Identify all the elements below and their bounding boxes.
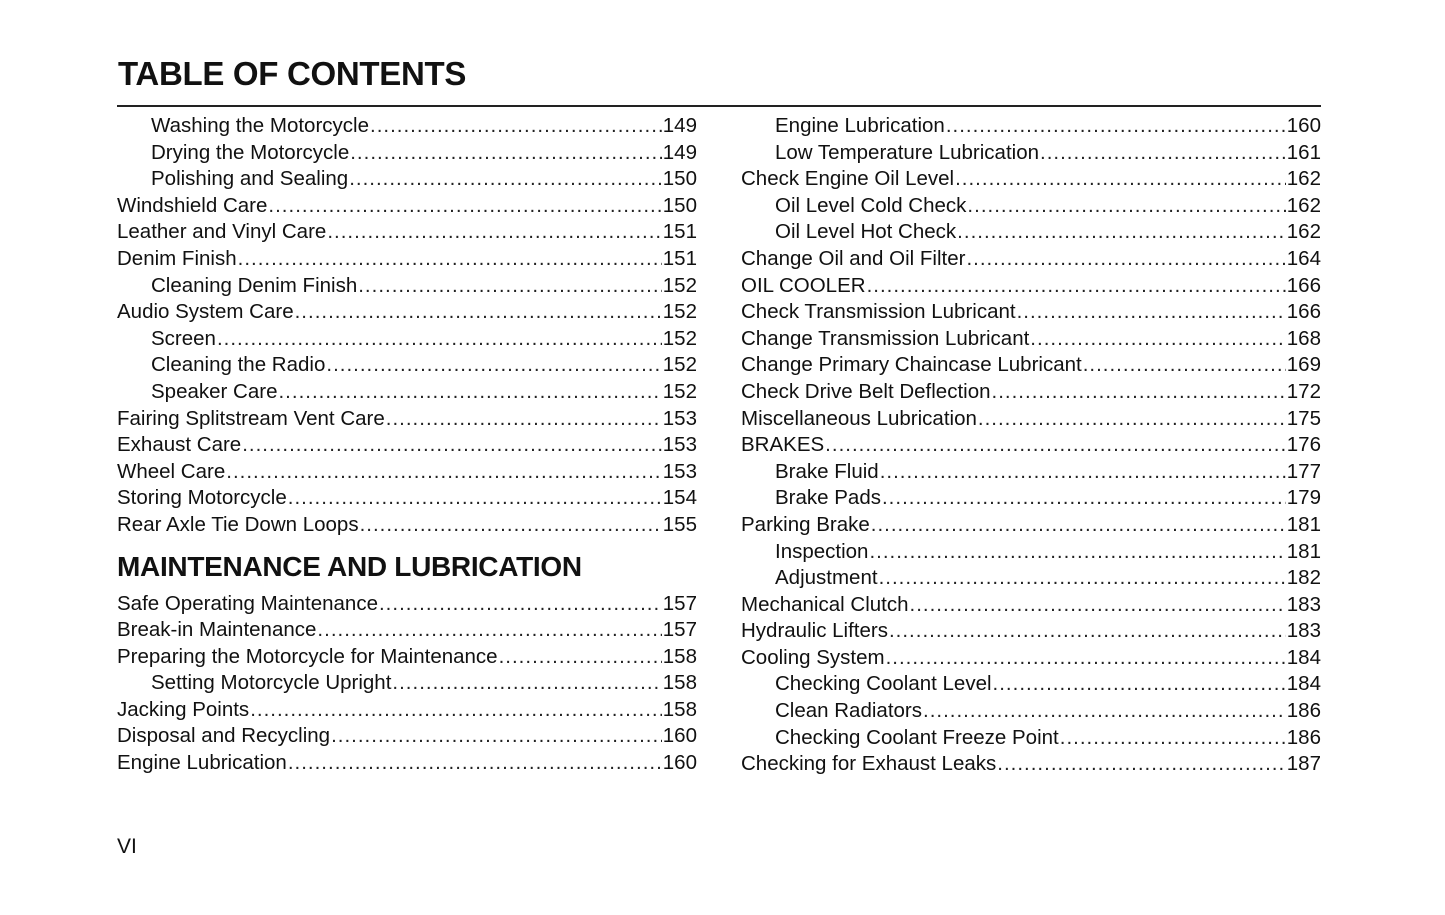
toc-list-right: [741, 113, 1321, 778]
toc-entry-page: 152: [662, 273, 697, 297]
toc-entry-page: 184: [1286, 672, 1321, 696]
dot-leader: [882, 485, 1286, 512]
toc-entry-page: 151: [662, 220, 697, 244]
toc-entry: [117, 379, 697, 406]
section-heading: MAINTENANCE AND LUBRICATION: [117, 550, 582, 582]
toc-entry-page: 152: [662, 326, 697, 350]
toc-entry: [117, 299, 697, 326]
dot-leader: [226, 459, 662, 486]
toc-entry-label: Oil Level Hot Check: [775, 220, 957, 244]
toc-entry-page: 160: [662, 751, 697, 775]
toc-entry: [741, 113, 1321, 140]
toc-entry-label: Rear Axle Tie Down Loops: [117, 512, 359, 536]
dot-leader: [867, 273, 1286, 300]
dot-leader: [1060, 725, 1286, 752]
toc-entry: [117, 617, 697, 644]
toc-entry: [741, 512, 1321, 539]
toc-entry-label: Check Drive Belt Deflection: [741, 379, 991, 403]
toc-entry-page: 186: [1286, 725, 1321, 749]
toc-entry-page: 162: [1286, 220, 1321, 244]
toc-entry-page: 154: [662, 486, 697, 510]
toc-entry-label: Engine Lubrication: [775, 114, 945, 137]
dot-leader: [317, 617, 661, 644]
dot-leader: [1083, 352, 1286, 379]
toc-entry-label: Audio System Care: [117, 300, 294, 324]
dot-leader: [392, 670, 661, 697]
dot-leader: [886, 645, 1286, 672]
toc-entry-label: Screen: [151, 326, 216, 350]
toc-list-left-bottom: [117, 591, 697, 777]
toc-entry-page: 169: [1286, 353, 1321, 377]
dot-leader: [871, 512, 1286, 539]
toc-entry-label: Check Transmission Lubricant: [741, 300, 1016, 324]
toc-entry: [117, 697, 697, 724]
dot-leader: [869, 539, 1285, 566]
toc-right-column: [741, 113, 1321, 778]
toc-entry: [741, 273, 1321, 300]
toc-entry: [117, 326, 697, 353]
toc-entry-label: Miscellaneous Lubrication: [741, 406, 977, 430]
dot-leader: [1017, 299, 1286, 326]
toc-entry: [741, 485, 1321, 512]
toc-entry: [741, 219, 1321, 246]
toc-entry-page: 161: [1286, 140, 1321, 164]
dot-leader: [238, 246, 662, 273]
toc-entry-label: Denim Finish: [117, 246, 237, 270]
toc-left-column: [117, 113, 697, 777]
toc-entry-label: Cleaning the Radio: [151, 353, 326, 377]
toc-entry-page: 184: [1286, 645, 1321, 669]
toc-entry-page: 187: [1286, 752, 1321, 776]
toc-entry: [117, 591, 697, 618]
dot-leader: [242, 432, 662, 459]
toc-entry: [741, 459, 1321, 486]
toc-entry: [741, 751, 1321, 778]
toc-entry: [741, 698, 1321, 725]
toc-entry-label: Cleaning Denim Finish: [151, 273, 358, 297]
toc-entry-label: Speaker Care: [151, 379, 278, 403]
toc-entry-label: Drying the Motorcycle: [151, 140, 350, 164]
toc-entry-label: Hydraulic Lifters: [741, 619, 888, 643]
dot-leader: [1040, 140, 1286, 167]
toc-entry-page: 149: [662, 114, 697, 137]
dot-leader: [326, 352, 661, 379]
toc-entry-label: Check Engine Oil Level: [741, 167, 955, 191]
toc-entry-label: Oil Level Cold Check: [775, 193, 967, 217]
toc-entry-label: Mechanical Clutch: [741, 592, 909, 616]
dot-leader: [331, 723, 662, 750]
toc-entry: [741, 725, 1321, 752]
dot-leader: [499, 644, 662, 671]
toc-entry: [117, 644, 697, 671]
toc-entry: [741, 645, 1321, 672]
toc-entry-page: 158: [662, 697, 697, 721]
toc-entry-page: 168: [1286, 326, 1321, 350]
toc-entry-page: 164: [1286, 246, 1321, 270]
footer-page-number: VI: [117, 835, 137, 858]
toc-entry-page: 181: [1286, 539, 1321, 563]
toc-entry-page: 160: [1286, 114, 1321, 137]
page-title: TABLE OF CONTENTS: [118, 55, 467, 92]
toc-entry-label: Fairing Splitstream Vent Care: [117, 406, 385, 430]
toc-entry-page: 155: [662, 512, 697, 536]
toc-entry-label: Brake Fluid: [775, 459, 879, 483]
toc-entry-label: Exhaust Care: [117, 433, 242, 457]
dot-leader: [350, 140, 662, 167]
toc-entry-page: 152: [662, 379, 697, 403]
toc-entry: [117, 219, 697, 246]
toc-entry-page: 162: [1286, 193, 1321, 217]
dot-leader: [825, 432, 1286, 459]
toc-entry-label: Safe Operating Maintenance: [117, 591, 378, 615]
dot-leader: [278, 379, 661, 406]
toc-entry-page: 158: [662, 671, 697, 695]
toc-entry-label: Change Oil and Oil Filter: [741, 246, 966, 270]
toc-entry: [741, 326, 1321, 353]
dot-leader: [386, 406, 662, 433]
dot-leader: [268, 193, 661, 220]
toc-entry-label: Disposal and Recycling: [117, 724, 331, 748]
toc-entry: [741, 406, 1321, 433]
toc-entry-label: Checking Coolant Freeze Point: [775, 725, 1059, 749]
title-divider: [117, 105, 1321, 107]
toc-entry: [117, 113, 697, 140]
toc-list-left-top: [117, 113, 697, 539]
toc-entry-label: Parking Brake: [741, 512, 870, 536]
toc-entry: [741, 352, 1321, 379]
toc-entry-page: 183: [1286, 619, 1321, 643]
dot-leader: [379, 591, 662, 618]
toc-entry: [117, 723, 697, 750]
dot-leader: [966, 246, 1285, 273]
dot-leader: [880, 459, 1286, 486]
toc-entry-label: Change Transmission Lubricant: [741, 326, 1030, 350]
toc-entry-label: Checking Coolant Level: [775, 672, 992, 696]
toc-entry-page: 181: [1286, 512, 1321, 536]
dot-leader: [217, 326, 662, 353]
toc-entry-page: 166: [1286, 300, 1321, 324]
toc-entry: [741, 140, 1321, 167]
toc-entry: [741, 671, 1321, 698]
toc-entry-label: Adjustment: [775, 566, 878, 590]
toc-entry: [741, 539, 1321, 566]
dot-leader: [288, 485, 662, 512]
toc-entry-page: 153: [662, 433, 697, 457]
toc-entry-page: 179: [1286, 486, 1321, 510]
dot-leader: [349, 166, 662, 193]
toc-entry-page: 150: [662, 167, 697, 191]
dot-leader: [879, 565, 1286, 592]
toc-entry-label: Brake Pads: [775, 486, 881, 510]
toc-entry-label: Windshield Care: [117, 193, 268, 217]
toc-entry-page: 186: [1286, 699, 1321, 723]
toc-entry-label: Clean Radiators: [775, 699, 922, 723]
dot-leader: [967, 193, 1285, 220]
toc-entry-page: 182: [1286, 566, 1321, 590]
toc-entry: [741, 246, 1321, 273]
toc-entry: [117, 193, 697, 220]
toc-entry-page: 151: [662, 246, 697, 270]
toc-entry-label: Washing the Motorcycle: [151, 114, 369, 137]
toc-entry: [741, 618, 1321, 645]
toc-entry-page: 157: [662, 591, 697, 615]
toc-entry-page: 177: [1286, 459, 1321, 483]
dot-leader: [358, 273, 662, 300]
toc-entry-label: Cooling System: [741, 645, 885, 669]
toc-entry-page: 162: [1286, 167, 1321, 191]
dot-leader: [993, 671, 1286, 698]
toc-entry-label: Setting Motorcycle Upright: [151, 671, 392, 695]
toc-entry: [117, 670, 697, 697]
toc-entry: [741, 379, 1321, 406]
toc-entry: [741, 299, 1321, 326]
toc-entry-label: Preparing the Motorcycle for Maintenance: [117, 644, 498, 668]
dot-leader: [923, 698, 1286, 725]
toc-entry-label: Break-in Maintenance: [117, 618, 317, 642]
toc-entry: [741, 565, 1321, 592]
toc-entry-label: Inspection: [775, 539, 869, 563]
toc-entry-label: Jacking Points: [117, 697, 250, 721]
dot-leader: [327, 219, 661, 246]
dot-leader: [889, 618, 1286, 645]
dot-leader: [250, 697, 662, 724]
toc-entry-label: Polishing and Sealing: [151, 167, 349, 191]
toc-entry: [741, 193, 1321, 220]
toc-entry: [741, 432, 1321, 459]
dot-leader: [992, 379, 1286, 406]
dot-leader: [997, 751, 1286, 778]
toc-entry-label: BRAKES: [741, 433, 825, 457]
toc-entry-label: Wheel Care: [117, 459, 226, 483]
toc-entry-page: 172: [1286, 379, 1321, 403]
toc-entry: [741, 592, 1321, 619]
toc-entry: [117, 246, 697, 273]
dot-leader: [295, 299, 662, 326]
toc-entry-page: 160: [662, 724, 697, 748]
toc-entry-page: 158: [662, 644, 697, 668]
toc-entry-page: 149: [662, 140, 697, 164]
toc-entry: [117, 512, 697, 539]
dot-leader: [360, 512, 662, 539]
dot-leader: [910, 592, 1286, 619]
toc-entry: [117, 750, 697, 777]
toc-entry-label: Storing Motorcycle: [117, 486, 287, 510]
toc-entry: [117, 432, 697, 459]
toc-entry: [741, 166, 1321, 193]
toc-entry-page: 183: [1286, 592, 1321, 616]
toc-entry-label: Low Temperature Lubrication: [775, 140, 1039, 164]
toc-entry: [117, 485, 697, 512]
toc-entry-page: 152: [662, 353, 697, 377]
toc-entry-page: 166: [1286, 273, 1321, 297]
dot-leader: [370, 113, 662, 140]
toc-entry-label: OIL COOLER: [741, 273, 866, 297]
toc-entry-page: 153: [662, 459, 697, 483]
toc-entry-page: 152: [662, 300, 697, 324]
toc-entry: [117, 166, 697, 193]
dot-leader: [1030, 326, 1285, 353]
toc-entry-page: 157: [662, 618, 697, 642]
dot-leader: [978, 406, 1286, 433]
toc-entry-label: Leather and Vinyl Care: [117, 220, 327, 244]
toc-entry-page: 176: [1286, 433, 1321, 457]
toc-entry-page: 153: [662, 406, 697, 430]
toc-entry-page: 175: [1286, 406, 1321, 430]
toc-entry: [117, 406, 697, 433]
toc-entry: [117, 273, 697, 300]
toc-entry-label: Checking for Exhaust Leaks: [741, 752, 997, 776]
toc-entry: [117, 140, 697, 167]
dot-leader: [955, 166, 1286, 193]
dot-leader: [957, 219, 1286, 246]
dot-leader: [288, 750, 662, 777]
toc-entry: [117, 352, 697, 379]
toc-entry-label: Engine Lubrication: [117, 751, 287, 775]
dot-leader: [946, 113, 1286, 140]
toc-entry-page: 150: [662, 193, 697, 217]
toc-entry-label: Change Primary Chaincase Lubricant: [741, 353, 1082, 377]
toc-entry: [117, 459, 697, 486]
